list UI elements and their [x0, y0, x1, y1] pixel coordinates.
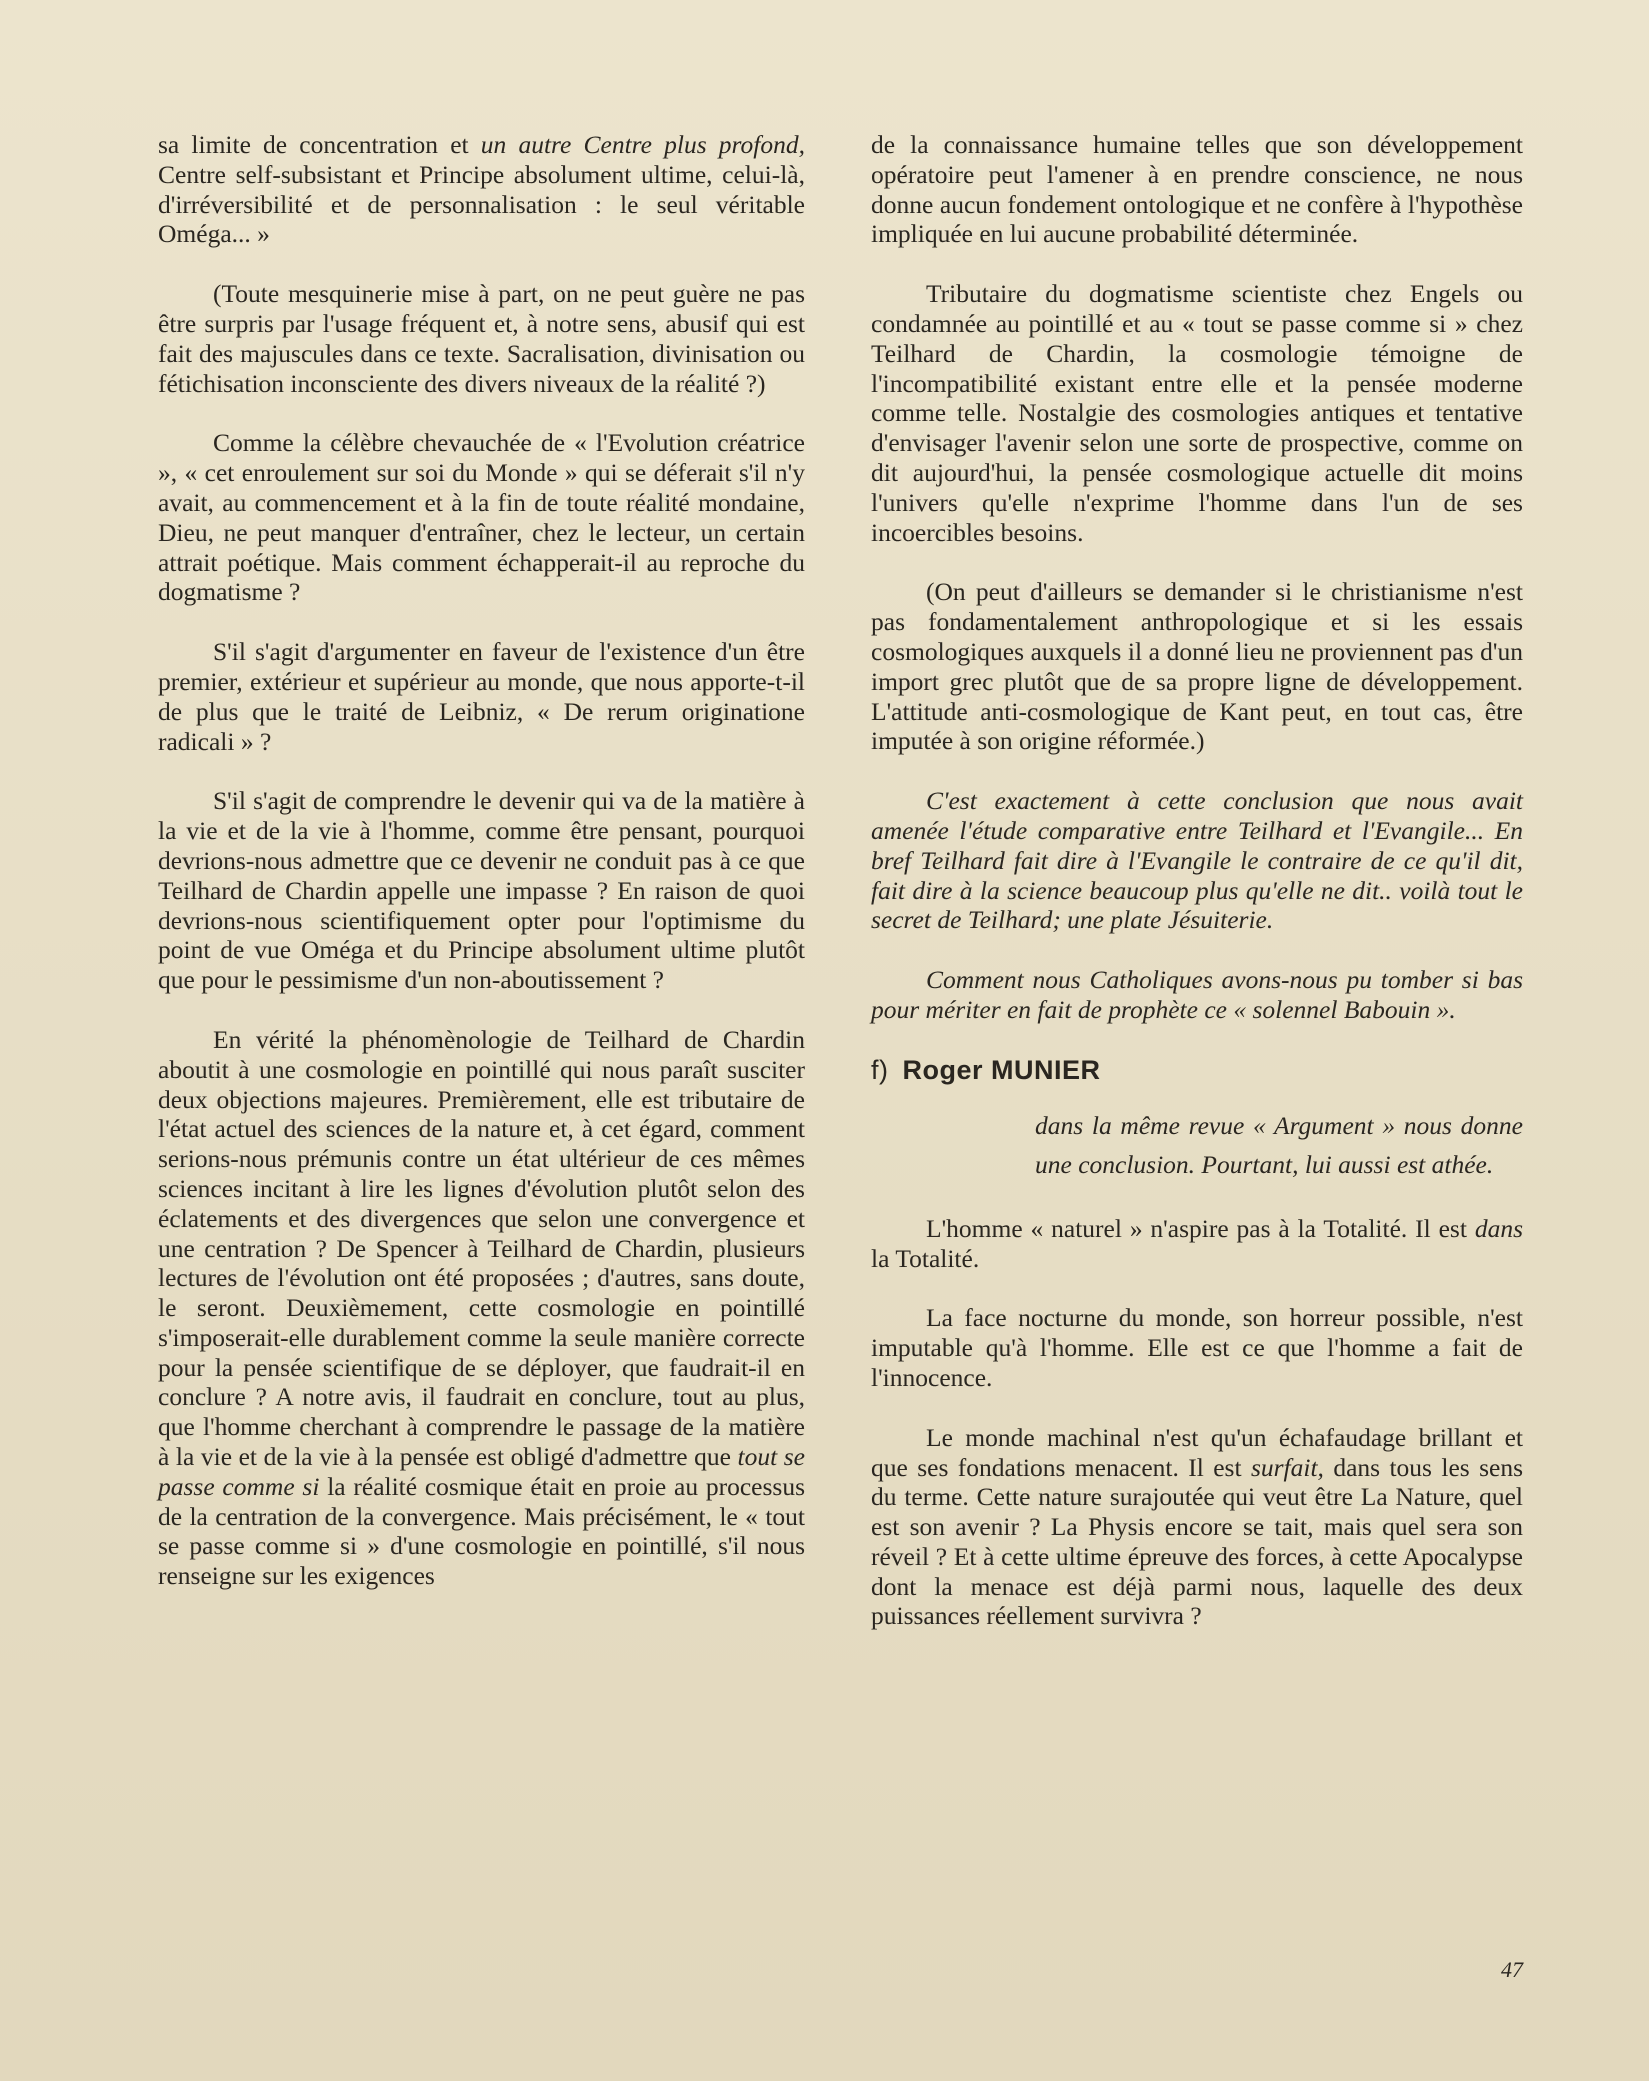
italic-quote-paragraph: C'est exactement à cette conclusion que nous avait amenée l'étude comparative entre Teilhard et l'Evangile... En bref Teilhard fait dire à l'Evangile le contraire de ce qu'il dit, fait dire à la science beaucoup plus qu'elle ne dit.. voilà tout le secret de Teilhard; une plate Jésuiterie. — [871, 786, 1523, 935]
section-letter: f) — [871, 1054, 889, 1085]
text-run: Centre self-subsistant et Principe absolument ultime, celui-là, d'irréversibilité et de personnalisation : le seul véritable Oméga... » — [158, 159, 805, 249]
text-run: En vérité la phénomènologie de Teilhard de Chardin aboutit à une cosmologie en pointillé qui nous paraît susciter deux objections majeures. Premièrement, elle est tributaire de l'état actuel des sciences de la nature et, à cet égard, comment serions-nous prémunis contre un état ultérieur de ces mêmes sciences incitant à lire les lignes d'évolution plutôt selon des éclatements et des divergences que selon une convergence et une centration ? De Spencer à Teilhard de Chardin, plusieurs lectures de l'évolution ont été proposées ; d'autres, sans doute, le seront. Deuxièmement, cette cosmologie en pointillé s'imposerait-elle durablement comme la seule manière correcte pour la pensée scientifique de se déployer, que faudrait-il en conclure ? A notre avis, il faudrait en conclure, tout au plus, que l'homme cherchant à comprendre le passage de la matière à la vie et de la vie à la pensée est obligé d'admettre que — [158, 1024, 805, 1472]
paragraph: (On peut d'ailleurs se demander si le christianisme n'est pas fondamentalement anthropologique et si les essais cosmologiques auxquels il a donné lieu ne proviennent pas d'un import grec plutôt que de sa propre ligne de développement. L'attitude anti-cosmologique de Kant peut, en tout cas, être imputée à son origine réformée.) — [871, 577, 1523, 756]
paragraph: de la connaissance humaine telles que son développement opératoire peut l'amener à en prendre conscience, ne nous donne aucun fondement ontologique et ne confère à l'hypothèse impliquée en lui aucune probabilité déterminée. — [871, 130, 1523, 249]
text-run: dans tous les sens du terme. Cette nature surajoutée qui veut être La Nature, quel est son avenir ? La Physis encore se tait, mais quel sera son réveil ? Et à cette ultime épreuve des forces, à cette Apocalypse dont la menace est déjà parmi nous, laquelle des deux puissances réellement survivra ? — [871, 1452, 1523, 1631]
section-intro: dans la même revue « Argument » nous donne une conclusion. Pourtant, lui aussi est athée. — [1035, 1110, 1523, 1179]
text-run: Le monde machinal n'est qu'un échafaudage brillant et que ses fondations menacent. Il est — [871, 1422, 1523, 1482]
text-run: L'homme « naturel » n'aspire pas à la Totalité. Il est — [926, 1213, 1475, 1243]
emphasis: dans — [1474, 1213, 1523, 1243]
right-column — [871, 130, 1523, 1661]
page-number: 47 — [1501, 1957, 1523, 1982]
paragraph: La face nocturne du monde, son horreur possible, n'est imputable qu'à l'homme. Elle est ce que l'homme a fait de l'innocence. — [871, 1303, 1523, 1392]
text-run: la réalité cosmique était en proie au processus de la centration de la convergence. Mais précisément, le « tout se passe comme si » d'une cosmologie en pointillé, s'il nous renseigne sur les exigences — [158, 1471, 806, 1591]
left-column — [158, 130, 805, 1621]
emphasis: un autre Centre plus profond, — [480, 130, 805, 159]
section-heading — [871, 1055, 1523, 1086]
paragraph: Comme la célèbre chevauchée de « l'Evolution créatrice », « cet enroulement sur soi du Monde » qui se déferait s'il n'y avait, au commencement et à la fin de toute réalité mondaine, Dieu, ne peut manquer d'entraîner, chez le lecteur, un certain attrait poétique. Mais comment échapperait-il au reproche du dogmatisme ? — [158, 428, 805, 607]
emphasis: surfait, — [1250, 1452, 1324, 1482]
paragraph: (Toute mesquinerie mise à part, on ne peut guère ne pas être surpris par l'usage fréquent et, à notre sens, abusif qui est fait des majuscules dans ce texte. Sacralisation, divinisation ou fétichisation inconsciente des divers niveaux de la réalité ?) — [158, 279, 805, 398]
paragraph: S'il s'agit de comprendre le devenir qui va de la matière à la vie et de la vie à l'homme, comme être pensant, pourquoi devrions-nous admettre que ce devenir ne conduit pas à ce que Teilhard de Chardin appelle une impasse ? En raison de quoi devrions-nous scientifiquement opter pour l'optimisme du point de vue Oméga et du Principe absolument ultime plutôt que pour le pessimisme d'un non-aboutissement ? — [158, 786, 805, 995]
paragraph — [871, 1214, 1523, 1274]
text-run: sa limite de concentration et — [158, 130, 481, 159]
text-run: la Totalité. — [871, 1243, 980, 1273]
paragraph — [871, 1423, 1523, 1632]
section-author-name: Roger MUNIER — [902, 1054, 1101, 1085]
paragraph — [158, 130, 805, 249]
paragraph: S'il s'agit d'argumenter en faveur de l'existence d'un être premier, extérieur et supérieur au monde, que nous apporte-t-il de plus que le traité de Leibniz, « De rerum originatione radicali » ? — [158, 637, 805, 756]
paragraph — [158, 1025, 805, 1591]
emphasis: tout se passe comme si — [158, 1442, 805, 1501]
italic-quote-paragraph: Comment nous Catholiques avons-nous pu tomber si bas pour mériter en fait de prophète ce « solennel Babouin ». — [871, 965, 1523, 1024]
paragraph: Tributaire du dogmatisme scientiste chez Engels ou condamnée au pointillé et au « tout se passe comme si » chez Teilhard de Chardin, la cosmologie témoigne de l'incompatibilité existant entre elle et la pensée moderne comme telle. Nostalgie des cosmologies antiques et tentative d'envisager l'avenir selon une sorte de prospective, comme on dit aujourd'hui, la pensée cosmologique actuelle dit moins l'univers qu'elle n'exprime l'homme dans l'un de ses incoercibles besoins. — [871, 279, 1523, 547]
